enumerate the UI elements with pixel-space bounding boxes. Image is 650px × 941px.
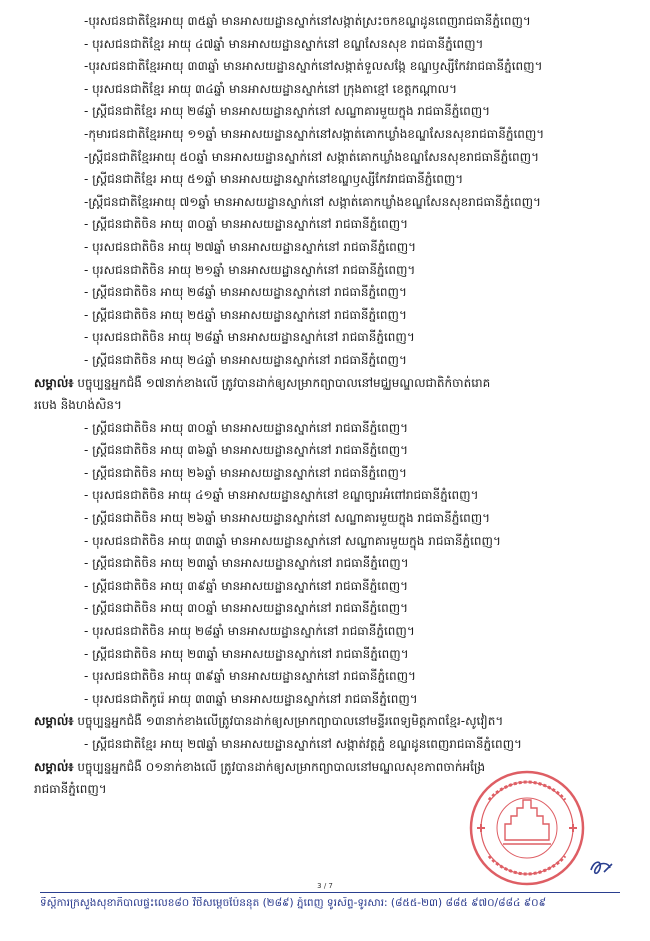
case-list-item: -កុមារជនជាតិខ្មែរអាយុ ១១ឆ្នាំ មានអាសយដ្ឋានស្នាក់នៅសង្កាត់គោកឃ្លាំងខណ្ឌសែនសុខរាជធានីភ្នំពេញ។ (84, 126, 545, 141)
note-label: សម្គាល់៖ (34, 375, 74, 390)
case-list-item: - ស្ត្រីជនជាតិខ្មែរ អាយុ ៥១ឆ្នាំ មានអាសយដ្ឋានស្នាក់នៅខណ្ឌឫស្សីកែវរាជធានីភ្នំពេញ។ (84, 172, 464, 187)
case-list-item: - ស្ត្រីជនជាតិខ្មែរ អាយុ ២៧ឆ្នាំ មានអាសយដ្ឋានស្នាក់នៅ សង្កាត់វត្តភ្នំ ខណ្ឌដូនពេញរាជធានីភ្នំពេញ។ (84, 737, 522, 751)
case-list-item: - បុរសជនជាតិកូរ៉េ អាយុ ៣៣ឆ្នាំ មានអាសយដ្ឋានស្នាក់នៅ រាជធានីភ្នំពេញ។ (84, 691, 418, 706)
case-list-item: - ស្ត្រីជនជាតិចិន អាយុ ៣០ឆ្នាំ មានអាសយដ្ឋានស្នាក់នៅ រាជធានីភ្នំពេញ។ (84, 420, 409, 435)
note-label: សម្គាល់៖ (34, 759, 74, 774)
case-list-item: - ស្ត្រីជនជាតិចិន អាយុ ៣៦ឆ្នាំ មានអាសយដ្ឋានស្នាក់នៅ រាជធានីភ្នំពេញ។ (84, 443, 409, 458)
page-number: 3 / 7 (317, 882, 333, 890)
case-list-item: - បុរសជនជាតិចិន អាយុ ៤១ឆ្នាំ មានអាសយដ្ឋានស្នាក់នៅ ខណ្ឌច្បារអំពៅរាជធានីភ្នំពេញ។ (84, 488, 479, 503)
case-list-item: - ស្ត្រីជនជាតិចិន អាយុ ២៦ឆ្នាំ មានអាសយដ្ឋានស្នាក់នៅ សណ្ឋាគារមួយក្នុង រាជធានីភ្នំពេញ។ (84, 511, 491, 526)
case-list-item: - បុរសជនជាតិចិន អាយុ ២៨ឆ្នាំ មានអាសយដ្ឋានស្នាក់នៅ រាជធានីភ្នំពេញ។ (84, 624, 415, 639)
case-list-item: - ស្ត្រីជនជាតិចិន អាយុ ២៣ឆ្នាំ មានអាសយដ្ឋានស្នាក់នៅ រាជធានីភ្នំពេញ។ (84, 646, 409, 661)
footer-divider (40, 892, 620, 893)
signature (588, 856, 614, 878)
case-list-item: - បុរសជនជាតិចិន អាយុ ២៨ឆ្នាំ មានអាសយដ្ឋានស្នាក់នៅ រាជធានីភ្នំពេញ។ (84, 330, 415, 345)
note-continuation: របេង និងហង់សិន។ (34, 398, 122, 413)
note-text: បច្ចុប្បន្នអ្នកជំងឺ ០១នាក់ខាងលើ ត្រូវបានដាក់ឲ្យសម្រាកព្យាបាលនៅមណ្ឌលសុខភាពចាក់អង្រែ (73, 759, 486, 774)
case-list-item: - ស្ត្រីជនជាតិចិន អាយុ ២៥ឆ្នាំ មានអាសយដ្ឋានស្នាក់នៅ រាជធានីភ្នំពេញ។ (84, 307, 407, 322)
case-list-item: -បុរសជនជាតិខ្មែរអាយុ ៣៣ឆ្នាំ មានអាសយដ្ឋានស្នាក់នៅសង្កាត់ទួលសង្កែ ខណ្ឌឫស្សីកែវរាជធានីភ្នំពេញ។ (84, 59, 543, 74)
official-seal (467, 768, 587, 888)
note-line (34, 710, 630, 733)
case-list-item: - បុរសជនជាតិចិន អាយុ ២១ឆ្នាំ មានអាសយដ្ឋានស្នាក់នៅ រាជធានីភ្នំពេញ។ (84, 262, 416, 277)
footer-address: ទីស្តីការក្រសួងសុខាភិបាលផ្ទះលេខ៨០ វិថីសម្ដេចប៉ែននុត (២៨៩) ភ្នំពេញ ទូរស័ព្ទ-ទូរសារ: (៨៥៥-២៣) ៨៨៥ ៩៧០/៨៨៤ ៩០៩ (40, 897, 547, 909)
document-body (34, 10, 630, 801)
note-text: បច្ចុប្បន្នអ្នកជំងឺ ១៧នាក់ខាងលើ ត្រូវបានដាក់ឲ្យសម្រាកព្យាបាលនៅមជ្ឈមណ្ឌលជាតិកំចាត់រោគ (73, 375, 491, 390)
note-text: បច្ចុប្បន្នអ្នកជំងឺ ១៣នាក់ខាងលើត្រូវបានដាក់ឲ្យសម្រាកព្យាបាលនៅមន្ទីរពេទ្យមិត្តភាពខ្មែរ-សូវៀត។ (73, 714, 504, 729)
case-list-item: - ស្ត្រីជនជាតិចិន អាយុ ៣០ឆ្នាំ មានអាសយដ្ឋានស្នាក់នៅ រាជធានីភ្នំពេញ។ (84, 601, 409, 616)
case-list-item: - បុរសជនជាតិចិន អាយុ ៣៣ឆ្នាំ មានអាសយដ្ឋានស្នាក់នៅ សណ្ឋាគារមួយក្នុង រាជធានីភ្នំពេញ។ (84, 533, 501, 548)
case-list-item: - បុរសជនជាតិខ្មែរ អាយុ ៣៤ឆ្នាំ មានអាសយដ្ឋានស្នាក់នៅ ក្រុងតាខ្មៅ ខេត្តកណ្ដាល។ (84, 81, 457, 96)
case-list-item: - ស្ត្រីជនជាតិខ្មែរ អាយុ ២៨ឆ្នាំ មានអាសយដ្ឋានស្នាក់នៅ សណ្ឋាគារមួយក្នុង រាជធានីភ្នំពេញ។ (84, 104, 491, 119)
note-line (34, 372, 630, 395)
case-list-item: -បុរសជនជាតិខ្មែរអាយុ ៣៥ឆ្នាំ មានអាសយដ្ឋានស្នាក់នៅសង្កាត់ស្រះចកខណ្ឌដូនពេញរាជធានីភ្នំពេញ។ (84, 14, 531, 28)
case-list-item: - បុរសជនជាតិចិន អាយុ ៣៩ឆ្នាំ មានអាសយដ្ឋានស្នាក់នៅ រាជធានីភ្នំពេញ។ (84, 669, 416, 684)
case-list-item: -ស្ត្រីជនជាតិខ្មែរអាយុ ៥០ឆ្នាំ មានអាសយដ្ឋានស្នាក់នៅ សង្កាត់គោកឃ្លាំងខណ្ឌសែនសុខរាជធានីភ្នំពេញ។ (84, 149, 539, 164)
case-list-item: - ស្ត្រីជនជាតិចិន អាយុ ២៦ឆ្នាំ មានអាសយដ្ឋានស្នាក់នៅ រាជធានីភ្នំពេញ។ (84, 465, 407, 480)
case-list-item: - បុរសជនជាតិចិន អាយុ ២៧ឆ្នាំ មានអាសយដ្ឋានស្នាក់នៅ រាជធានីភ្នំពេញ។ (84, 239, 417, 254)
note-continuation: រាជធានីភ្នំពេញ។ (34, 782, 107, 797)
case-list-item: - ស្ត្រីជនជាតិចិន អាយុ ២៨ឆ្នាំ មានអាសយដ្ឋានស្នាក់នៅ រាជធានីភ្នំពេញ។ (84, 285, 407, 300)
case-list-item: - ស្ត្រីជនជាតិចិន អាយុ ២៣ឆ្នាំ មានអាសយដ្ឋានស្នាក់នៅ រាជធានីភ្នំពេញ។ (84, 556, 409, 571)
case-list-item: - ស្ត្រីជនជាតិចិន អាយុ ៣០ឆ្នាំ មានអាសយដ្ឋានស្នាក់នៅ រាជធានីភ្នំពេញ។ (84, 217, 409, 232)
note-label: សម្គាល់៖ (34, 714, 74, 729)
case-list-item: - បុរសជនជាតិខ្មែរ អាយុ ៤៧ឆ្នាំ មានអាសយដ្ឋានស្នាក់នៅ ខណ្ឌសែនសុខ រាជធានីភ្នំពេញ។ (84, 36, 484, 51)
case-list-item: - ស្ត្រីជនជាតិចិន អាយុ ២៤ឆ្នាំ មានអាសយដ្ឋានស្នាក់នៅ រាជធានីភ្នំពេញ។ (84, 352, 407, 367)
case-list-item: - ស្ត្រីជនជាតិចិន អាយុ ៣៩ឆ្នាំ មានអាសយដ្ឋានស្នាក់នៅ រាជធានីភ្នំពេញ។ (84, 578, 409, 593)
case-list-item: -ស្ត្រីជនជាតិខ្មែរអាយុ ៧១ឆ្នាំ មានអាសយដ្ឋានស្នាក់នៅ សង្កាត់គោកឃ្លាំងខណ្ឌសែនសុខរាជធានីភ្នំពេញ។ (84, 194, 541, 209)
